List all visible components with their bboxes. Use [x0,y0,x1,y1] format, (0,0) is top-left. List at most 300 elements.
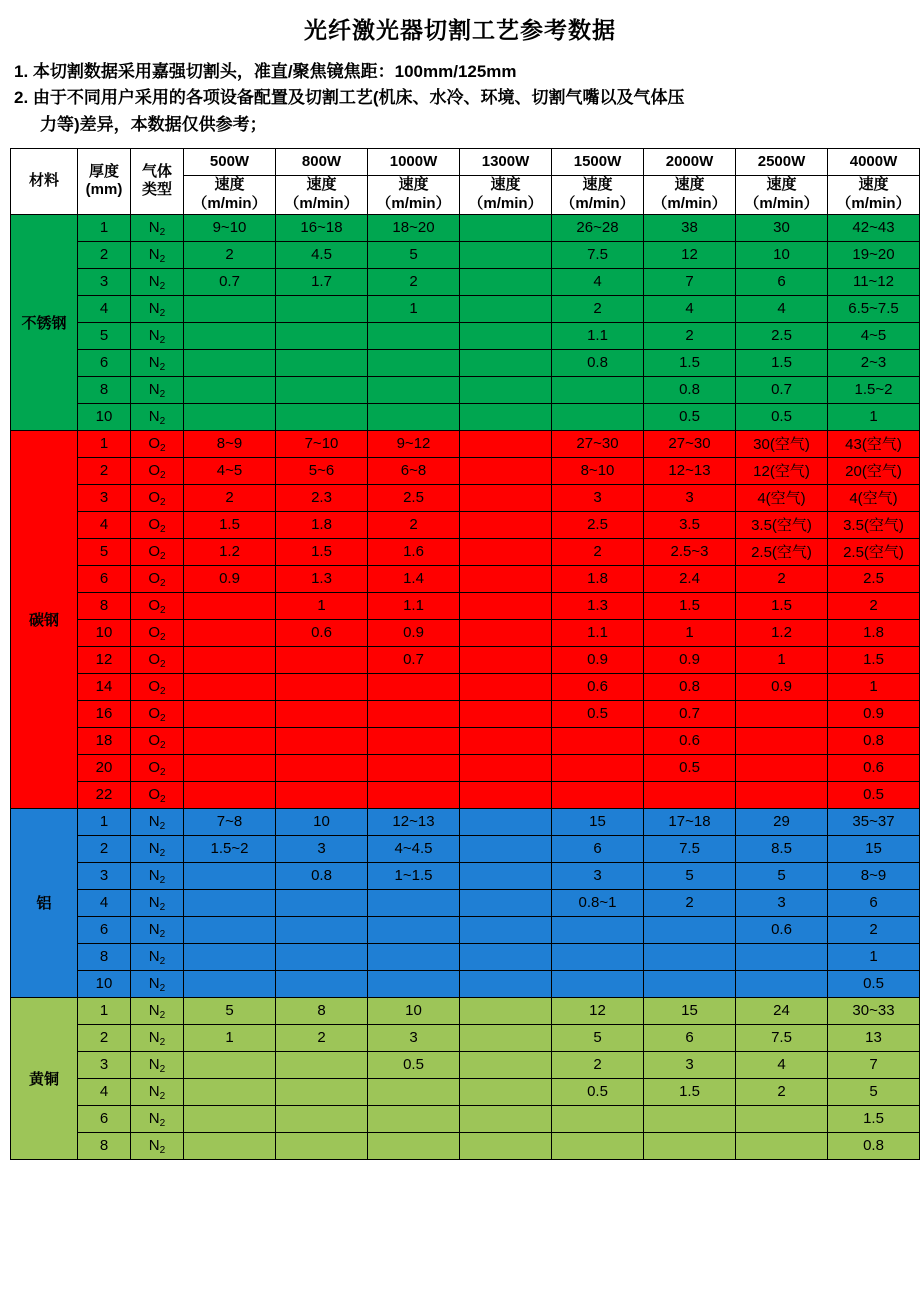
table-row [11,214,920,241]
table-row [11,646,920,673]
gas-cell: $N_2$ [131,916,184,943]
speed-cell: 4 [736,295,828,322]
gas-cell: $O_2$ [131,484,184,511]
speed-cell [368,1132,460,1159]
speed-cell [460,700,552,727]
speed-cell: 2 [276,1024,368,1051]
speed-cell: 0.9 [828,700,920,727]
gas-cell: $N_2$ [131,1078,184,1105]
speed-cell: 4.5 [276,241,368,268]
gas-cell: $N_2$ [131,808,184,835]
speed-cell [368,349,460,376]
document-page [0,12,920,1312]
table-row [11,592,920,619]
speed-cell: 18~20 [368,214,460,241]
speed-cell [552,970,644,997]
speed-cell: 1.5 [828,1105,920,1132]
thickness-cell: 1 [78,808,131,835]
speed-cell: 35~37 [828,808,920,835]
speed-cell: 5 [184,997,276,1024]
gas-cell: $O_2$ [131,592,184,619]
speed-cell: 12 [644,241,736,268]
speed-cell: 0.5 [552,700,644,727]
speed-cell [368,673,460,700]
speed-cell: 2 [736,565,828,592]
speed-cell: 11~12 [828,268,920,295]
speed-cell [736,1132,828,1159]
header-gas-line2: 类型 [141,181,172,199]
table-row [11,997,920,1024]
thickness-cell: 4 [78,889,131,916]
speed-cell [276,376,368,403]
speed-cell: 12~13 [644,457,736,484]
speed-cell: 2 [828,916,920,943]
speed-cell [460,970,552,997]
speed-cell: 5 [552,1024,644,1051]
speed-cell [184,349,276,376]
speed-cell: 0.5 [736,403,828,430]
header-row-power [11,149,920,176]
table-row [11,430,920,457]
speed-cell: 38 [644,214,736,241]
speed-cell [552,754,644,781]
speed-cell [552,916,644,943]
speed-cell: 15 [552,808,644,835]
table-row [11,457,920,484]
speed-cell [460,430,552,457]
thickness-cell: 4 [78,511,131,538]
speed-cell [736,781,828,808]
speed-cell: 0.8 [644,376,736,403]
speed-cell: 3 [552,862,644,889]
speed-cell: 3 [736,889,828,916]
speed-unit: （m/min） [836,194,911,212]
speed-cell: 1 [276,592,368,619]
material-cell: 碳钢 [11,430,78,808]
gas-cell: $N_2$ [131,1105,184,1132]
speed-cell: 12(空气) [736,457,828,484]
speed-cell [276,646,368,673]
gas-cell: $N_2$ [131,997,184,1024]
header-power-2000w: 2000W [644,149,736,176]
speed-cell: 0.8 [828,1132,920,1159]
speed-cell: 0.9 [736,673,828,700]
speed-label: 速度 [398,176,429,194]
gas-cell: $O_2$ [131,646,184,673]
thickness-cell: 16 [78,700,131,727]
speed-cell [736,943,828,970]
header-speed-800w [276,176,368,215]
speed-cell [460,592,552,619]
speed-cell [460,619,552,646]
speed-cell: 19~20 [828,241,920,268]
speed-cell: 2.5 [368,484,460,511]
speed-cell [184,1132,276,1159]
table-row [11,268,920,295]
table-row [11,619,920,646]
table-row [11,295,920,322]
speed-cell: 1 [644,619,736,646]
gas-cell: $N_2$ [131,970,184,997]
gas-cell: $N_2$ [131,214,184,241]
speed-cell [276,727,368,754]
speed-cell [552,376,644,403]
speed-cell: 1 [368,295,460,322]
speed-cell: 2 [184,241,276,268]
speed-unit: （m/min） [468,194,543,212]
speed-unit: （m/min） [744,194,819,212]
table-row [11,1051,920,1078]
gas-cell: $N_2$ [131,349,184,376]
speed-cell: 29 [736,808,828,835]
speed-cell: 6 [828,889,920,916]
speed-cell: 1.8 [276,511,368,538]
speed-cell: 1.5~2 [828,376,920,403]
gas-cell: $N_2$ [131,862,184,889]
thickness-cell: 5 [78,538,131,565]
speed-cell [460,646,552,673]
speed-cell: 1.5~2 [184,835,276,862]
speed-cell: 0.9 [552,646,644,673]
speed-cell: 1.2 [736,619,828,646]
speed-cell: 2 [368,511,460,538]
speed-cell: 0.6 [552,673,644,700]
speed-cell [460,997,552,1024]
speed-cell [276,700,368,727]
thickness-cell: 3 [78,484,131,511]
table-row [11,970,920,997]
speed-cell: 24 [736,997,828,1024]
speed-cell: 5~6 [276,457,368,484]
speed-cell: 1.1 [552,619,644,646]
thickness-cell: 8 [78,376,131,403]
speed-cell: 2.5(空气) [828,538,920,565]
speed-cell [368,943,460,970]
speed-cell: 7~10 [276,430,368,457]
thickness-cell: 2 [78,457,131,484]
thickness-cell: 1 [78,997,131,1024]
speed-cell: 0.5 [828,970,920,997]
speed-label: 速度 [582,176,613,194]
speed-cell [460,268,552,295]
speed-unit: （m/min） [652,194,727,212]
header-thickness-line2: (mm) [85,181,123,199]
speed-cell: 0.6 [828,754,920,781]
speed-cell: 43(空气) [828,430,920,457]
speed-cell [644,781,736,808]
speed-cell [184,943,276,970]
speed-cell [460,511,552,538]
speed-cell [368,700,460,727]
speed-cell: 0.7 [368,646,460,673]
speed-cell: 0.7 [184,268,276,295]
table-row [11,1132,920,1159]
speed-cell [460,1105,552,1132]
speed-cell: 2 [736,1078,828,1105]
speed-cell [460,889,552,916]
speed-cell: 10 [736,241,828,268]
gas-cell: $O_2$ [131,565,184,592]
header-speed-4000w [828,176,920,215]
speed-cell: 13 [828,1024,920,1051]
gas-cell: $N_2$ [131,1024,184,1051]
speed-cell: 9~10 [184,214,276,241]
gas-cell: $N_2$ [131,295,184,322]
speed-cell: 1 [828,403,920,430]
speed-cell [276,1078,368,1105]
speed-cell [184,592,276,619]
speed-cell [460,295,552,322]
speed-cell: 4 [736,1051,828,1078]
header-thickness-line1: 厚度 [88,162,119,180]
header-speed-1300w [460,176,552,215]
speed-cell [368,727,460,754]
speed-cell [368,1078,460,1105]
speed-cell [460,1051,552,1078]
gas-cell: $N_2$ [131,835,184,862]
gas-cell: $O_2$ [131,781,184,808]
speed-label: 速度 [214,176,245,194]
speed-cell [276,1132,368,1159]
speed-cell [276,1051,368,1078]
header-speed-2000w [644,176,736,215]
thickness-cell: 6 [78,916,131,943]
table-row [11,808,920,835]
speed-label: 速度 [858,176,889,194]
speed-label: 速度 [490,176,521,194]
speed-cell: 7.5 [552,241,644,268]
gas-cell: $O_2$ [131,700,184,727]
header-speed-1000w [368,176,460,215]
speed-cell: 0.8 [828,727,920,754]
material-cell: 黄铜 [11,997,78,1159]
speed-cell [184,646,276,673]
speed-cell [644,916,736,943]
thickness-cell: 14 [78,673,131,700]
table-row [11,484,920,511]
speed-cell [184,754,276,781]
note-line-2: 2. 由于不同用户采用的各项设备配置及切割工艺(机床、水冷、环境、切割气嘴以及气体压 [14,88,685,108]
table-row [11,241,920,268]
speed-cell: 1.4 [368,565,460,592]
speed-cell: 4 [552,268,644,295]
speed-cell [184,376,276,403]
speed-cell [460,403,552,430]
speed-cell: 0.9 [368,619,460,646]
gas-cell: $N_2$ [131,889,184,916]
table-row [11,916,920,943]
thickness-cell: 4 [78,1078,131,1105]
speed-cell: 1.5 [276,538,368,565]
speed-cell [460,322,552,349]
speed-cell: 7.5 [644,835,736,862]
speed-cell [276,673,368,700]
speed-cell [552,943,644,970]
speed-cell [368,403,460,430]
speed-cell: 0.6 [736,916,828,943]
speed-cell: 1 [184,1024,276,1051]
speed-cell: 3 [276,835,368,862]
speed-cell: 2.5~3 [644,538,736,565]
thickness-cell: 1 [78,430,131,457]
speed-cell: 12 [552,997,644,1024]
speed-cell: 1.8 [552,565,644,592]
speed-cell: 0.8~1 [552,889,644,916]
thickness-cell: 3 [78,862,131,889]
speed-cell: 8~9 [828,862,920,889]
speed-cell: 0.6 [276,619,368,646]
speed-cell: 15 [644,997,736,1024]
thickness-cell: 12 [78,646,131,673]
speed-cell [184,619,276,646]
speed-cell: 2 [184,484,276,511]
table-row [11,1078,920,1105]
speed-cell [644,970,736,997]
speed-cell: 5 [828,1078,920,1105]
speed-cell [184,1051,276,1078]
notes-block [14,59,910,138]
gas-cell: $O_2$ [131,457,184,484]
speed-cell: 8 [276,997,368,1024]
speed-cell [276,349,368,376]
speed-cell: 1.3 [276,565,368,592]
thickness-cell: 8 [78,943,131,970]
speed-cell: 6 [552,835,644,862]
speed-cell: 1 [828,943,920,970]
speed-cell: 2.5 [552,511,644,538]
speed-cell [184,673,276,700]
page-title: 光纤激光器切割工艺参考数据 [304,17,616,43]
speed-cell: 0.6 [644,727,736,754]
header-power-1300w: 1300W [460,149,552,176]
speed-unit: （m/min） [376,194,451,212]
table-row [11,1024,920,1051]
thickness-cell: 20 [78,754,131,781]
speed-cell [552,727,644,754]
header-gas [131,149,184,215]
speed-cell [276,403,368,430]
speed-cell [184,1105,276,1132]
speed-cell: 2 [368,268,460,295]
speed-cell: 1.5 [736,592,828,619]
table-row [11,403,920,430]
speed-cell [184,970,276,997]
thickness-cell: 8 [78,592,131,619]
thickness-cell: 2 [78,241,131,268]
speed-cell [460,565,552,592]
speed-cell: 42~43 [828,214,920,241]
speed-cell: 3 [368,1024,460,1051]
header-power-2500w: 2500W [736,149,828,176]
speed-cell [644,1105,736,1132]
speed-cell: 1.5 [644,349,736,376]
thickness-cell: 5 [78,322,131,349]
speed-cell: 10 [276,808,368,835]
header-power-800w: 800W [276,149,368,176]
note-line-3: 力等)差异，本数据仅供参考； [40,114,267,134]
speed-cell [460,727,552,754]
speed-cell [368,376,460,403]
speed-cell [276,781,368,808]
speed-cell: 16~18 [276,214,368,241]
table-row [11,889,920,916]
speed-cell: 4(空气) [736,484,828,511]
speed-cell: 4~5 [828,322,920,349]
table-row [11,538,920,565]
speed-cell: 4~4.5 [368,835,460,862]
gas-cell: $O_2$ [131,619,184,646]
speed-cell [460,538,552,565]
speed-cell: 0.5 [644,754,736,781]
speed-cell: 3.5(空气) [736,511,828,538]
speed-cell: 7.5 [736,1024,828,1051]
speed-cell: 2 [644,889,736,916]
speed-cell [276,754,368,781]
table-row [11,754,920,781]
speed-cell: 3 [644,484,736,511]
speed-cell: 0.9 [644,646,736,673]
table-header [11,149,920,215]
speed-cell: 2 [552,538,644,565]
gas-cell: $O_2$ [131,430,184,457]
gas-cell: $N_2$ [131,322,184,349]
thickness-cell: 4 [78,295,131,322]
speed-cell: 17~18 [644,808,736,835]
header-power-1000w: 1000W [368,149,460,176]
table-body [11,214,920,1159]
thickness-cell: 22 [78,781,131,808]
speed-cell: 0.5 [828,781,920,808]
speed-cell: 1.8 [828,619,920,646]
speed-cell: 8~9 [184,430,276,457]
table-row [11,673,920,700]
thickness-cell: 6 [78,349,131,376]
speed-cell: 1.5 [828,646,920,673]
speed-cell: 1.6 [368,538,460,565]
speed-cell: 4(空气) [828,484,920,511]
gas-cell: $N_2$ [131,1051,184,1078]
speed-cell: 3 [644,1051,736,1078]
speed-label: 速度 [766,176,797,194]
speed-cell: 1~1.5 [368,862,460,889]
table-row [11,943,920,970]
speed-cell: 6 [644,1024,736,1051]
speed-cell: 26~28 [552,214,644,241]
speed-cell [460,1132,552,1159]
speed-cell: 30 [736,214,828,241]
speed-cell [276,295,368,322]
speed-cell: 2 [644,322,736,349]
speed-cell: 20(空气) [828,457,920,484]
speed-cell [276,889,368,916]
speed-cell: 10 [368,997,460,1024]
speed-cell: 27~30 [644,430,736,457]
cutting-parameters-table [10,148,920,1160]
speed-cell [276,943,368,970]
speed-cell [460,1078,552,1105]
speed-cell: 2~3 [828,349,920,376]
speed-cell [460,673,552,700]
speed-cell: 2.5 [736,322,828,349]
speed-cell: 1.5 [184,511,276,538]
speed-cell [460,754,552,781]
gas-cell: $N_2$ [131,268,184,295]
speed-cell: 5 [368,241,460,268]
thickness-cell: 3 [78,1051,131,1078]
speed-label: 速度 [674,176,705,194]
speed-cell: 3.5 [644,511,736,538]
material-cell: 铝 [11,808,78,997]
